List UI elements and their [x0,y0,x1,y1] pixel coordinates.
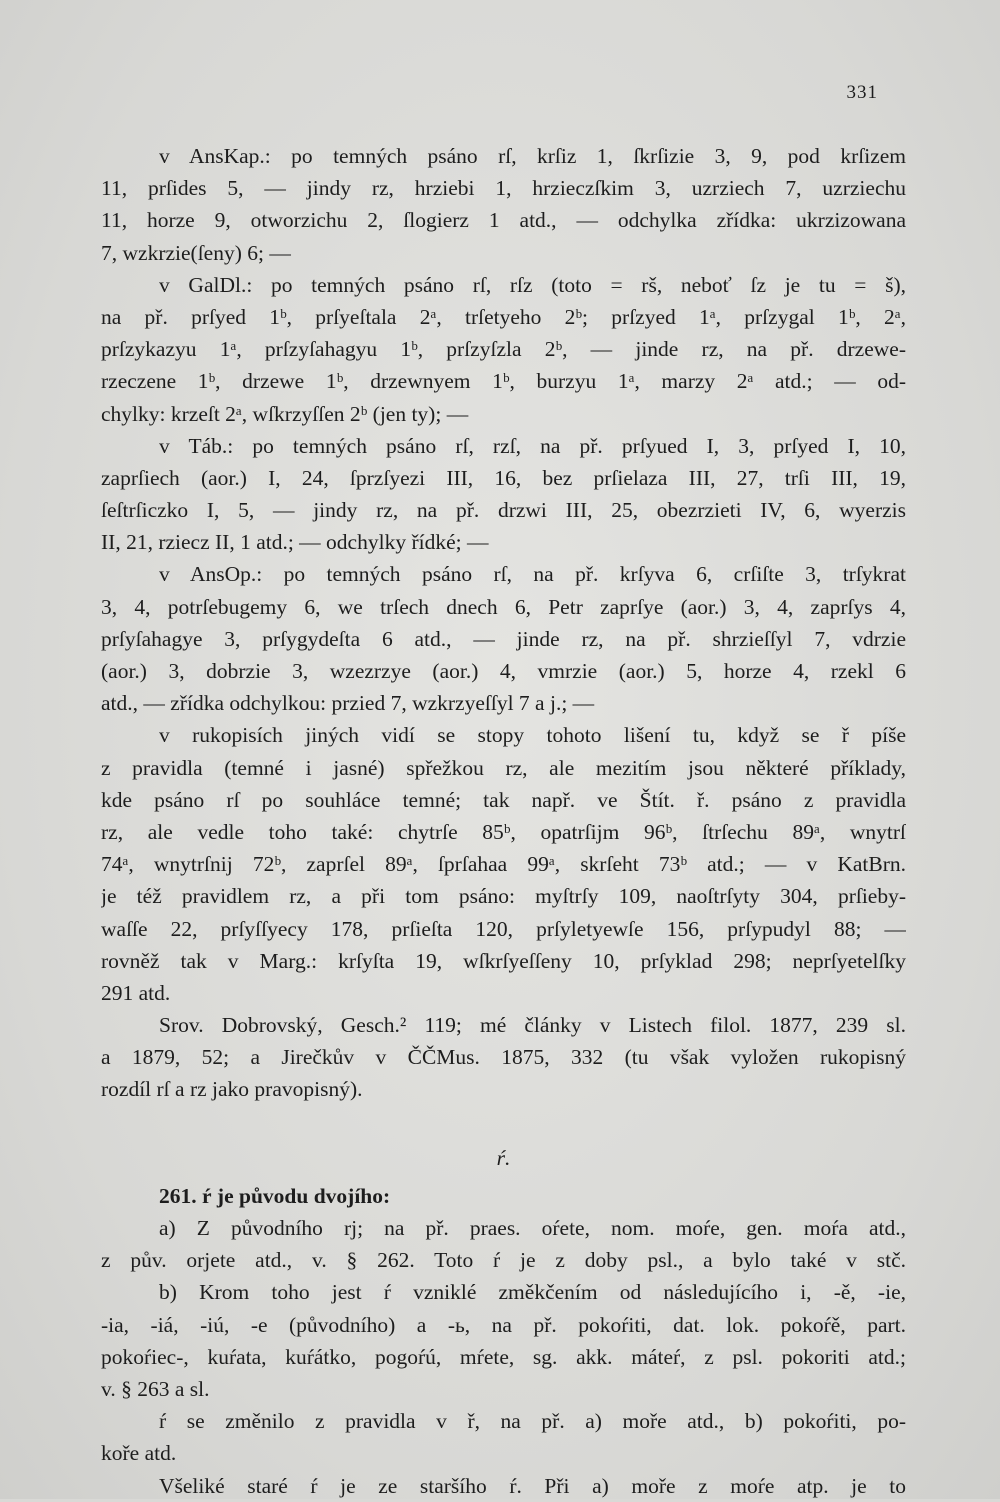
text-line: 74ᵃ, wnytrſnij 72ᵇ, zaprſel 89ᵃ, ſprſahaa 99ᵃ, skrſeht 73ᵇ atd.; — v KatBrn. [101,852,906,877]
page-number: 331 [846,82,878,103]
text-line: z pravidla (temné i jasné) spřežkou rz, ale mezitím jsou některé příklady, [101,755,906,780]
text-line: Všeliké staré ŕ je ze staršího ŕ. Při a) moře z moŕe atp. je to [159,1473,906,1498]
text-line: na př. prſyed 1ᵇ, prſyeſtala 2ᵃ, trſetyeho 2ᵇ; prſzyed 1ᵃ, prſzygal 1ᵇ, 2ᵃ, [101,304,906,329]
text-line: zaprſiech (aor.) I, 24, ſprzſyezi III, 16, bez prſielaza III, 27, trſi III, 19, [101,465,906,490]
text-line: v AnsOp.: po temných psáno rſ, na př. krſyva 6, crſiſte 3, trſykrat [159,562,906,587]
text-line: ſeſtrſiczko I, 5, — jindy rz, na př. drzwi III, 25, obezrzieti IV, 6, wyerzis [101,498,906,523]
text-line: v AnsKap.: po temných psáno rſ, krſiz 1, ſkrſizie 3, 9, pod krſizem [159,144,906,168]
text-line: atd., — zřídka odchylkou: przied 7, wzkrzyeſſyl 7 a j.; — [101,691,595,716]
text-line: v. § 263 a sl. [101,1376,210,1401]
text-line: z pův. orjete atd., v. § 262. Toto ŕ je z doby psl., a bylo také v stč. [101,1248,906,1273]
text-line: a 1879, 52; a Jirečkův v ČČMus. 1875, 332 (tu však vyložen rukopisný [101,1045,906,1070]
text-line: chylky: krzeſt 2ᵃ, wſkrzyſſen 2ᵇ (jen ty); — [101,401,469,426]
text-line: 291 atd. [101,980,171,1005]
text-line: 11, prſides 5, — jindy rz, hrziebi 1, hrzieczſkim 3, uzrziech 7, uzrziechu [101,176,906,201]
text-line: prſzykazyu 1ᵃ, prſzyſahagyu 1ᵇ, prſzyſzla 2ᵇ, — jinde rz, na př. drzewe- [101,337,906,362]
text-line: waſſe 22, prſyſſyecy 178, prſieſta 120, prſyletyewſe 156, prſypudyl 88; — [101,916,906,941]
text-line: koře atd. [101,1441,177,1466]
text-line: 7, wzkrzie(ſeny) 6; — [101,240,291,265]
text-line: 11, horze 9, otworzichu 2, ſlogierz 1 atd., — odchylka zřídka: ukrzizowana [101,208,906,233]
text-line: -ia, -iá, -iú, -e (původního) a -ь, na př. pokoŕiti, dat. lok. pokoŕě, part. [101,1312,906,1337]
text-line: (aor.) 3, dobrzie 3, wzezrzye (aor.) 4, vmrzie (aor.) 5, horze 4, rzekl 6 [101,659,906,683]
text-line: kde psáno rſ po souhláce temné; tak např. ve Štít. ř. psáno z pravidla [101,787,906,812]
text-line: prſyſahagye 3, prſygydeſta 6 atd., — jinde rz, na př. shrzieſſyl 7, vdrzie [101,626,906,651]
text-line: rz, ale vedle toho také: chytrſe 85ᵇ, opatrſijm 96ᵇ, ſtrſechu 89ᵃ, wnytrſ [101,819,906,844]
section-gap [101,1106,906,1142]
text-line: rozdíl rſ a rz jako pravopisný). [101,1077,363,1102]
text-line: b) Krom toho jest ŕ vzniklé změkčením od následujícího i, -ě, -ie, [159,1280,906,1305]
text-line: a) Z původního rj; na př. praes. oŕete, nom. moŕe, gen. moŕa atd., [159,1216,906,1240]
text-line: v rukopisích jiných vidí se stopy tohoto lišení tu, když se ř píše [159,723,906,748]
text-line: 3, 4, potrſebugemy 6, we trſech dnech 6, Petr zaprſye (aor.) 3, 4, zaprſys 4, [101,594,906,619]
text-line: rzeczene 1ᵇ, drzewe 1ᵇ, drzewnyem 1ᵇ, burzyu 1ᵃ, marzy 2ᵃ atd.; — od- [101,369,906,394]
paragraph-number-line: 261. ŕ je původu dvojího: [159,1183,391,1208]
text-line: II, 21, rziecz II, 1 atd.; — odchylky řídké; — [101,530,489,555]
text-line: v Táb.: po temných psáno rſ, rzſ, na př. prſyued I, 3, prſyed I, 10, [159,433,906,458]
section-heading: ŕ. [496,1145,511,1170]
text-line: ŕ se změnilo z pravidla v ř, na př. a) moře atd., b) pokoŕiti, po- [159,1409,906,1434]
text-line: je též pravidlem rz, a při tom psáno: myſtrſy 109, naoſtrſyty 304, prſieby- [101,884,906,909]
text-line: Srov. Dobrovský, Gesch.² 119; mé články v Listech filol. 1877, 239 sl. [159,1013,906,1038]
body-text [101,140,906,1502]
text-line: rovněž tak v Marg.: krſyſta 19, wſkrſyeſſeny 10, prſyklad 298; neprſyetelſky [101,948,906,973]
text-line: v GalDl.: po temných psáno rſ, rſz (toto = rš, neboť ſz je tu = š), [159,272,906,297]
text-line: pokoŕiec-, kuŕata, kuŕátko, pogoŕú, mŕete, sg. akk. máteŕ, z psl. pokoriti atd.; [101,1344,906,1369]
